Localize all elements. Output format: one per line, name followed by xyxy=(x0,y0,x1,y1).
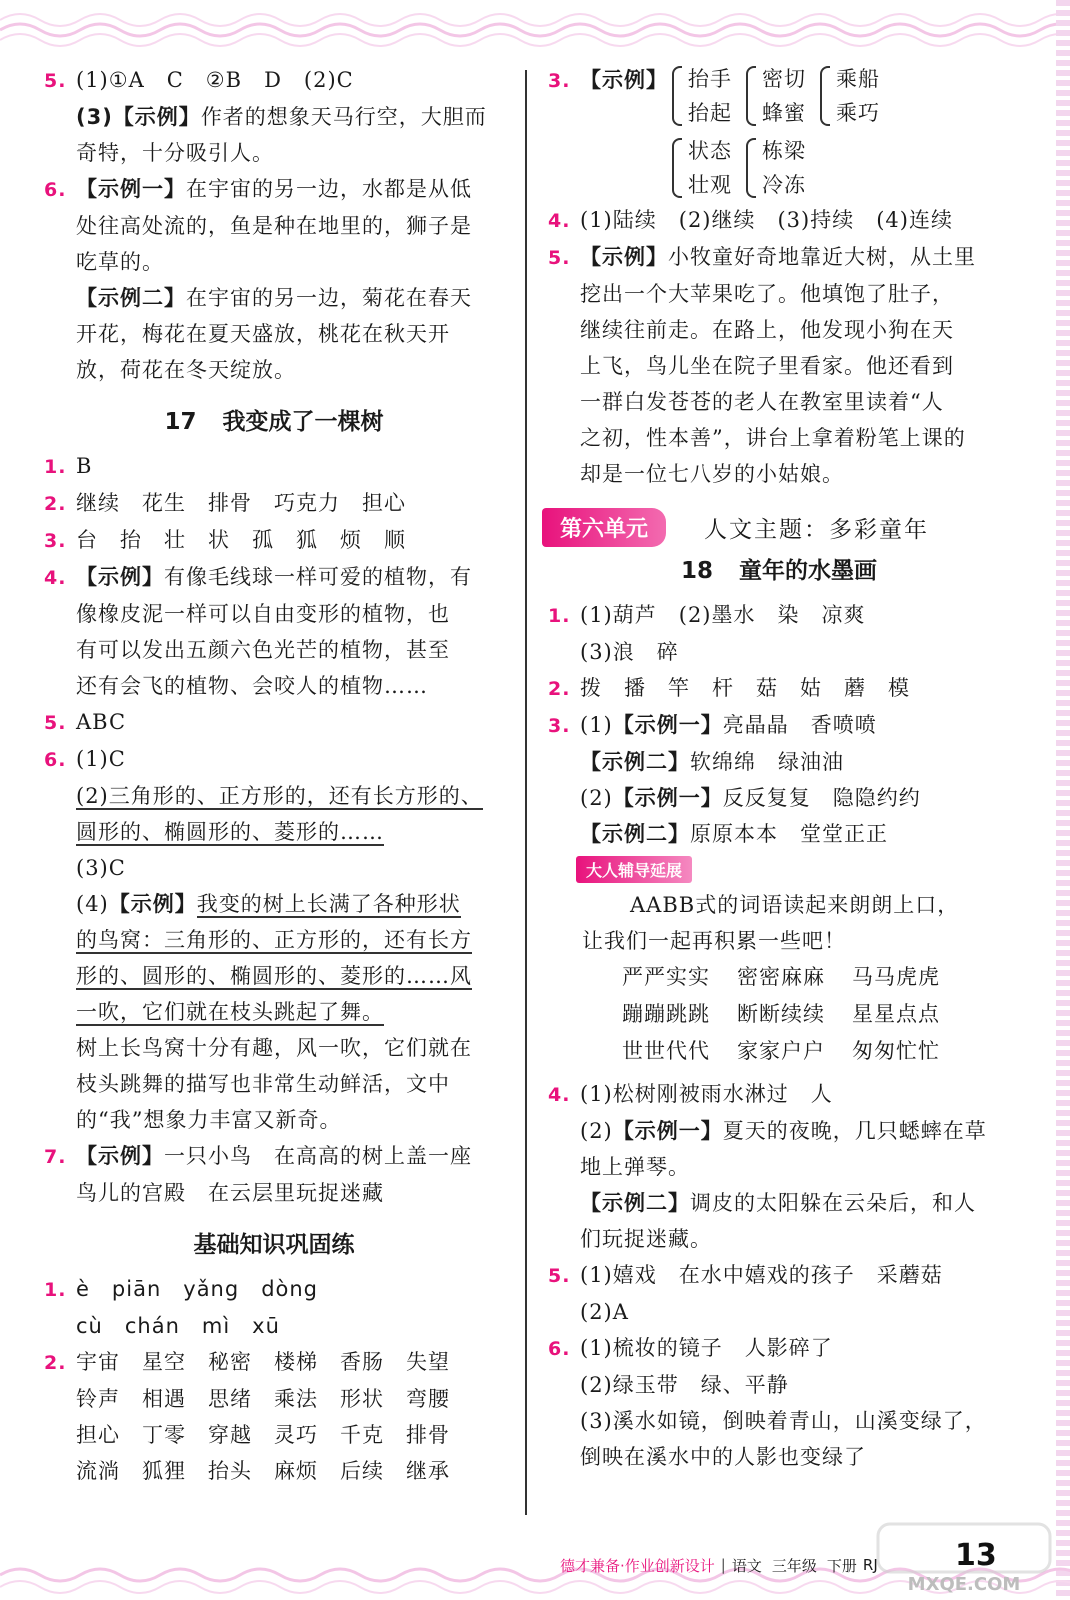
q6-line-1: 6. 【示例一】在宇宙的另一边，水都是从低 xyxy=(44,177,472,201)
r-q3-row-1 xyxy=(672,62,880,130)
footer-brand: 德才兼备·作业创新设计 xyxy=(560,1556,715,1575)
r-q3-block xyxy=(548,62,1010,202)
footer-volume: 下册 xyxy=(826,1556,857,1575)
ext-intro-2: 让我们一起再积累一些吧！ xyxy=(582,929,846,953)
unit-six-banner xyxy=(542,508,1010,547)
l17-a6-p3: (3)C xyxy=(76,856,126,880)
l18-a4-row-5: 们玩捉迷藏。 xyxy=(580,1227,712,1251)
watermark-text: MXQE.COM xyxy=(907,1574,1021,1595)
r-q5-line-1: 5. 【示例】小牧童好奇地靠近大树，从土里 xyxy=(548,245,976,269)
q6-line-6: 放，荷花在冬天绽放。 xyxy=(76,358,296,382)
l17-a6-p5c: 的“我”想象力丰富又新奇。 xyxy=(76,1108,342,1132)
l18-a1-row-1: 1. (1)葫芦 (2)墨水 染 凉爽 xyxy=(548,603,866,627)
ext-word: 蹦蹦跳跳 xyxy=(622,1002,710,1026)
ext-word: 星星点点 xyxy=(852,1002,940,1026)
l18-a6-row-3: (3)溪水如镜，倒映着青山，山溪变绿了， xyxy=(580,1409,987,1433)
l18-a5-row-1: 5. (1)嬉戏 在水中嬉戏的孩子 采蘑菇 xyxy=(548,1263,943,1287)
lesson-17-heading: 17 我变成了一棵树 xyxy=(164,409,384,435)
r-q5-line-5: 一群白发苍苍的老人在教室里读着“人 xyxy=(580,390,944,414)
q5-line-2: (3)【示例】作者的想象天马行空，大胆而 xyxy=(76,105,487,129)
l18-a6-row-2: (2)绿玉带 绿、平静 xyxy=(580,1373,789,1397)
r-q3-group-3: 乘船 乘巧 xyxy=(820,62,880,130)
ext-word: 断断续续 xyxy=(737,1002,825,1026)
adult-extension-box xyxy=(576,887,996,1070)
r-q4: 4. (1)陆续 (2)继续 (3)持续 (4)连续 xyxy=(548,208,953,232)
l17-a6-p4b: 的鸟窝：三角形的、正方形的，还有长方 xyxy=(76,928,472,952)
basic-practice-heading: 基础知识巩固练 xyxy=(193,1232,355,1258)
r-q3-label: 3. 【示例】 xyxy=(548,68,668,92)
r-q5-line-7: 却是一位七八岁的小姑娘。 xyxy=(580,462,844,486)
adult-extension-badge: 大人辅导延展 xyxy=(576,856,692,883)
footer-grade: 三年级 xyxy=(771,1556,817,1575)
page-footer: 德才兼备·作业创新设计 | 语文 三年级 下册 RJ xyxy=(560,1556,878,1575)
l17-a4-line-3: 有可以发出五颜六色光芒的植物，甚至 xyxy=(76,638,450,662)
bottom-wave-decoration xyxy=(0,1545,1070,1600)
l17-a7-line-1: 7. 【示例】一只小鸟 在高高的树上盖一座 xyxy=(44,1144,472,1168)
left-column xyxy=(44,62,504,1489)
l17-a6-p4c: 形的、圆形的、椭圆形的、菱形的……风 xyxy=(76,964,472,988)
l18-a3-row-4: 【示例二】原原本本 堂堂正正 xyxy=(580,822,888,846)
q6-line-2: 处往高处流的，鱼是种在地里的，狮子是 xyxy=(76,214,472,238)
l17-a4-line-2: 像橡皮泥一样可以自由变形的植物，也 xyxy=(76,602,450,626)
basic-b1-row-1: 1. è piān yǎng dòng xyxy=(44,1277,319,1301)
unit-badge: 第六单元 xyxy=(542,508,666,547)
footer-subject: 语文 xyxy=(731,1556,762,1575)
l18-a4-row-1: 4. (1)松树刚被雨水淋过 人 xyxy=(548,1082,833,1106)
l17-a7-line-2: 鸟儿的宫殿 在云层里玩捉迷藏 xyxy=(76,1181,384,1205)
top-wave-decoration xyxy=(0,0,1070,60)
l17-a3: 3. 台 抬 壮 状 孤 狐 烦 顺 xyxy=(44,528,406,552)
l18-a3-row-3: (2)【示例一】反反复复 隐隐约约 xyxy=(580,786,921,810)
r-q5-line-2: 挖出一个大苹果吃了。他填饱了肚子， xyxy=(580,282,954,306)
l18-a4-row-3: 地上弹琴。 xyxy=(580,1155,690,1179)
ext-word: 密密麻麻 xyxy=(737,965,825,989)
lesson-18-heading: 18 童年的水墨画 xyxy=(680,558,877,584)
basic-b2-row-4: 流淌 狐狸 抬头 麻烦 后续 继承 xyxy=(76,1459,450,1483)
l18-a3-row-1: 3. (1)【示例一】亮晶晶 香喷喷 xyxy=(548,713,877,737)
ext-word: 马马虎虎 xyxy=(852,965,940,989)
q5-line-1: 5. (1)①A C ②B D (2)C xyxy=(44,68,354,92)
l17-a6-p2a: (2)三角形的、正方形的，还有长方形的、 xyxy=(76,784,483,808)
ext-word: 家家户户 xyxy=(737,1039,825,1063)
l18-a1-row-2: (3)浪 碎 xyxy=(580,640,679,664)
l18-a4-row-2: (2)【示例一】夏天的夜晚，几只蟋蟀在草 xyxy=(580,1119,987,1143)
q6-line-3: 吃草的。 xyxy=(76,250,164,274)
basic-b2-row-3: 担心 丁零 穿越 灵巧 千克 排骨 xyxy=(76,1423,450,1447)
l17-a4-line-4: 还有会飞的植物、会咬人的植物…… xyxy=(76,674,428,698)
r-q3-group-2: 密切 蜂蜜 xyxy=(746,62,806,130)
l17-a6-p5b: 枝头跳舞的描写也非常生动鲜活，文中 xyxy=(76,1072,450,1096)
q5-line-3: 奇特，十分吸引人。 xyxy=(76,141,274,165)
q6-line-4: 【示例二】在宇宙的另一边，菊花在春天 xyxy=(76,286,472,310)
ext-word: 世世代代 xyxy=(622,1039,710,1063)
l17-a5: 5. ABC xyxy=(44,710,127,734)
l17-a1: 1. B xyxy=(44,454,93,478)
basic-b2-row-2: 铃声 相遇 思绪 乘法 形状 弯腰 xyxy=(76,1387,450,1411)
basic-b1-row-2: cù chán mì xū xyxy=(76,1314,280,1338)
ext-word: 匆匆忙忙 xyxy=(852,1039,940,1063)
l17-a6-p4d: 一吹，它们就在枝头跳起了舞。 xyxy=(76,1000,384,1024)
l17-a6-p2b: 圆形的、椭圆形的、菱形的…… xyxy=(76,820,384,844)
l17-a6-p1: 6. (1)C xyxy=(44,747,126,771)
column-divider xyxy=(525,70,527,1515)
unit-theme: 人文主题：多彩童年 xyxy=(704,517,930,543)
r-q3-group-1: 抬手 抬起 xyxy=(672,62,732,130)
l18-a6-row-4: 倒映在溪水中的人影也变绿了 xyxy=(580,1445,866,1469)
l18-a6-row-1: 6. (1)梳妆的镜子 人影碎了 xyxy=(548,1336,833,1360)
l18-a4-row-4: 【示例二】调皮的太阳躲在云朵后，和人 xyxy=(580,1191,976,1215)
l18-a3-row-2: 【示例二】软绵绵 绿油油 xyxy=(580,750,844,774)
r-q3-group-4: 状态 壮观 xyxy=(672,134,732,202)
r-q3-group-5: 栋梁 冷冻 xyxy=(746,134,806,202)
q6-line-5: 开花，梅花在夏天盛放，桃花在秋天开 xyxy=(76,322,450,346)
right-edge-stripe xyxy=(1056,0,1070,1600)
page-number: 13 xyxy=(955,1538,997,1573)
footer-edition: RJ xyxy=(862,1556,878,1574)
r-q3-row-2 xyxy=(672,134,880,202)
right-column xyxy=(548,62,1010,1475)
basic-b2-row-1: 2. 宇宙 星空 秘密 楼梯 香肠 失望 xyxy=(44,1350,450,1374)
r-q5-line-4: 上飞，鸟儿坐在院子里看家。他还看到 xyxy=(580,354,954,378)
l17-a2: 2. 继续 花生 排骨 巧克力 担心 xyxy=(44,491,406,515)
l17-a6-p4a: (4)【示例】我变的树上长满了各种形状 xyxy=(76,892,461,916)
ext-intro-1: AABB式的词语读起来朗朗上口， xyxy=(630,893,960,917)
r-q5-line-6: 之初，性本善”，讲台上拿着粉笔上课的 xyxy=(580,426,966,450)
l18-a2: 2. 拨 播 竿 杆 菇 姑 蘑 模 xyxy=(548,676,910,700)
l18-a5-row-2: (2)A xyxy=(580,1300,629,1324)
ext-word-grid xyxy=(576,959,996,1070)
r-q5-line-3: 继续往前走。在路上，他发现小狗在天 xyxy=(580,318,954,342)
ext-word: 严严实实 xyxy=(622,965,710,989)
l17-a6-p5a: 树上长鸟窝十分有趣，风一吹，它们就在 xyxy=(76,1036,472,1060)
l17-a4-line-1: 4. 【示例】有像毛线球一样可爱的植物，有 xyxy=(44,565,472,589)
r-q3-groups xyxy=(672,62,880,202)
